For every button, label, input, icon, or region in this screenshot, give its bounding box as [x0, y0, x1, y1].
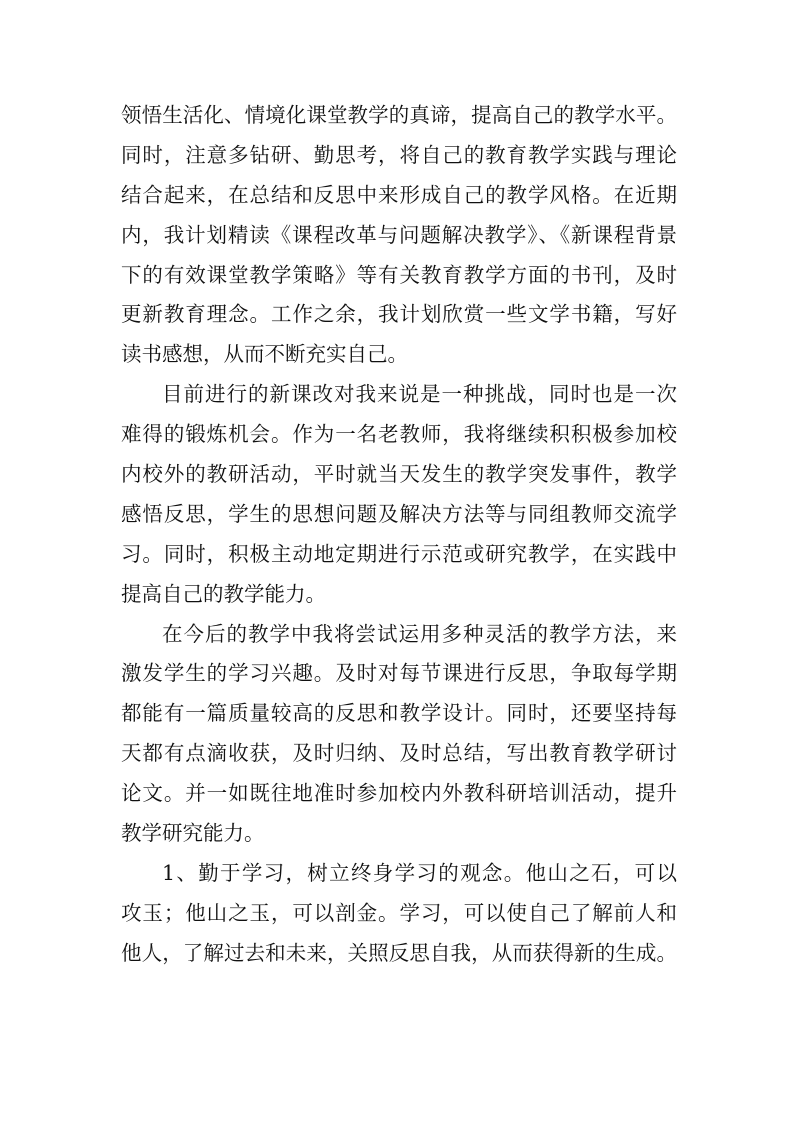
- text-line: 目前进行的新课改对我来说是一种挑战，同时也是一次: [162, 382, 677, 407]
- paragraph-teaching-methods: [121, 615, 677, 854]
- text-line: 内校外的教研活动，平时就当天发生的教学突发事件，教学: [121, 462, 677, 487]
- text-line: 都能有一篇质量较高的反思和教学设计。同时，还要坚持每: [121, 701, 677, 726]
- text-line: 难得的锻炼机会。作为一名老教师，我将继续积积极参加校: [121, 422, 677, 447]
- text-line: 同时，注意多钻研、勤思考，将自己的教育教学实践与理论: [121, 142, 677, 167]
- text-line: 激发学生的学习兴趣。及时对每节课进行反思，争取每学期: [121, 661, 677, 686]
- paragraph-curriculum-reform: [121, 375, 677, 614]
- text-line: 感悟反思，学生的思想问题及解决方法等与同组教师交流学: [121, 501, 677, 526]
- text-line: 天都有点滴收获，及时归纳、及时总结，写出教育教学研讨: [121, 741, 677, 766]
- text-line: 教学研究能力。: [121, 821, 265, 846]
- paragraph-reading-plan: [121, 96, 677, 375]
- text-line: 习。同时，积极主动地定期进行示范或研究教学，在实践中: [121, 541, 677, 566]
- text-line: 提高自己的教学能力。: [121, 581, 326, 606]
- text-line: 结合起来，在总结和反思中来形成自己的教学风格。在近期: [121, 182, 677, 207]
- paragraph-lifelong-learning: [121, 854, 677, 974]
- text-line: 内，我计划精读《课程改革与问题解决教学》、《新课程背景: [121, 222, 677, 247]
- text-line: 攻玉；他山之玉，可以剖金。学习，可以使自己了解前人和: [121, 900, 677, 925]
- text-line: 更新教育理念。工作之余，我计划欣赏一些文学书籍，写好: [121, 302, 677, 327]
- text-line: 在今后的教学中我将尝试运用多种灵活的教学方法，来: [162, 621, 677, 646]
- text-line: 论文。并一如既往地准时参加校内外教科研培训活动，提升: [121, 781, 677, 806]
- text-line: 领悟生活化、情境化课堂教学的真谛，提高自己的教学水平。: [121, 103, 677, 127]
- document-body: [121, 96, 677, 974]
- text-line: 读书感想，从而不断充实自己。: [121, 342, 408, 367]
- text-line: 下的有效课堂教学策略》等有关教育教学方面的书刊，及时: [121, 262, 677, 287]
- text-line: 他人，了解过去和未来，关照反思自我，从而获得新的生成。: [121, 940, 677, 965]
- text-line: 1、勤于学习，树立终身学习的观念。他山之石，可以: [162, 860, 677, 885]
